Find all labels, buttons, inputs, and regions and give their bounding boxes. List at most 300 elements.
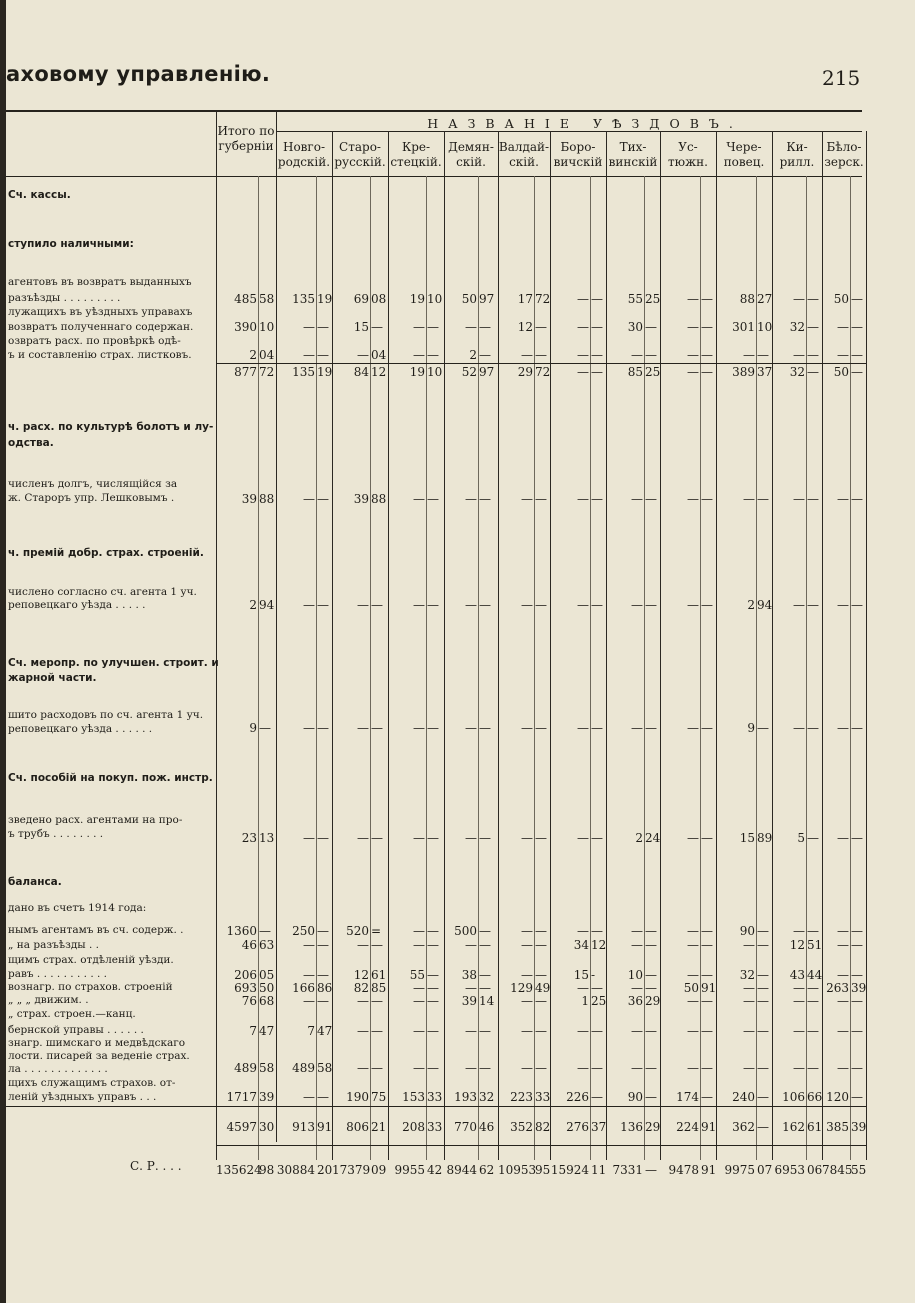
- table-cell-kopecks: 25: [591, 994, 607, 1008]
- table-cell-kopecks: 24: [645, 831, 661, 845]
- table-cell-rubles: 193: [454, 1090, 477, 1104]
- table-cell-kopecks: —: [701, 938, 713, 952]
- header-bottom-rule: [6, 176, 862, 177]
- row-label: бернской управы . . . . . .: [8, 1024, 144, 1036]
- table-cell-kopecks: —: [371, 1061, 383, 1075]
- table-cell-kopecks: —: [807, 831, 819, 845]
- table-cell-rubles: —: [303, 831, 315, 845]
- table-cell-rubles: —: [687, 831, 699, 845]
- table-cell-rubles: 500: [454, 924, 477, 938]
- table-cell-rubles: 276: [566, 1120, 589, 1134]
- table-cell-kopecks: 37: [757, 365, 773, 379]
- row-label: щимъ страх. отдѣленій уѣзди.: [8, 954, 174, 966]
- table-cell-rubles: —: [357, 598, 369, 612]
- table-cell-rubles: 1717: [226, 1090, 257, 1104]
- table-cell-rubles: —: [577, 1061, 589, 1075]
- table-cell-kopecks: —: [851, 968, 863, 982]
- table-cell-kopecks: —: [371, 320, 383, 334]
- table-cell-kopecks: 94: [259, 598, 275, 612]
- table-cell-kopecks: —: [259, 721, 271, 735]
- table-cell-kopecks: —: [591, 320, 603, 334]
- table-cell-rubles: 43: [789, 968, 805, 982]
- table-cell-rubles: 135624: [216, 1163, 262, 1177]
- table-cell-rubles: 19: [409, 292, 425, 306]
- table-cell-kopecks: —: [317, 924, 329, 938]
- table-cell-rubles: —: [631, 721, 643, 735]
- table-cell-kopecks: 88: [259, 492, 275, 506]
- table-cell-rubles: 120: [826, 1090, 849, 1104]
- table-cell-kopecks: —: [807, 924, 819, 938]
- table-cell-rubles: 8944: [446, 1163, 477, 1177]
- table-cell-kopecks: 50: [259, 981, 275, 995]
- table-cell-rubles: 55: [409, 968, 425, 982]
- table-cell-rubles: 32: [789, 320, 805, 334]
- table-cell-kopecks: —: [757, 1061, 769, 1075]
- table-cell-rubles: —: [577, 981, 589, 995]
- table-cell-kopecks: —: [535, 924, 547, 938]
- table-cell-rubles: —: [303, 938, 315, 952]
- table-cell-rubles: —: [793, 721, 805, 735]
- table-cell-rubles: —: [793, 924, 805, 938]
- table-cell-rubles: —: [837, 598, 849, 612]
- table-cell-kopecks: —: [591, 1061, 603, 1075]
- table-cell-rubles: 19: [409, 365, 425, 379]
- table-cell-kopecks: —: [317, 938, 329, 952]
- column-divider: [866, 131, 867, 1160]
- table-cell-kopecks: —: [427, 938, 439, 952]
- table-cell-kopecks: —: [591, 292, 603, 306]
- table-cell-kopecks: —: [591, 721, 603, 735]
- table-cell-rubles: 15924: [550, 1163, 589, 1177]
- row-label: реповецкаго уѣзда . . . . . .: [8, 723, 153, 735]
- table-cell-rubles: —: [687, 994, 699, 1008]
- table-cell-rubles: —: [631, 924, 643, 938]
- table-cell-kopecks: —: [645, 1090, 657, 1104]
- table-cell-rubles: 7845: [822, 1163, 853, 1177]
- table-cell-kopecks: —: [317, 598, 329, 612]
- table-cell-rubles: 10: [627, 968, 643, 982]
- table-cell-rubles: 52: [461, 365, 477, 379]
- table-cell-rubles: —: [837, 320, 849, 334]
- table-cell-kopecks: —: [757, 1090, 769, 1104]
- group-title: НАЗВАНІЕ УѢЗДОВЪ.: [427, 116, 743, 131]
- table-cell-rubles: —: [521, 1061, 533, 1075]
- table-cell-rubles: 10953: [498, 1163, 537, 1177]
- table-cell-kopecks: 86: [317, 981, 333, 995]
- table-cell-rubles: —: [357, 721, 369, 735]
- table-cell-kopecks: —: [535, 1024, 547, 1038]
- table-cell-kopecks: —: [851, 348, 863, 362]
- table-cell-rubles: 206: [234, 968, 257, 982]
- table-cell-kopecks: —: [851, 938, 863, 952]
- table-cell-rubles: —: [521, 968, 533, 982]
- table-cell-rubles: 36: [627, 994, 643, 1008]
- row-label: дано въ счетъ 1914 года:: [8, 902, 147, 914]
- table-cell-rubles: —: [631, 492, 643, 506]
- table-cell-rubles: —: [631, 598, 643, 612]
- table-cell-kopecks: —: [757, 348, 769, 362]
- table-cell-kopecks: 39: [851, 1120, 867, 1134]
- row-label: щихъ служащимъ страхов. от-: [8, 1077, 176, 1089]
- section-heading: Сч. пособій на покуп. пож. инстр.: [8, 772, 213, 784]
- table-cell-kopecks: —: [479, 1061, 491, 1075]
- table-cell-kopecks: 14: [479, 994, 495, 1008]
- table-cell-rubles: —: [357, 994, 369, 1008]
- table-cell-kopecks: —: [645, 981, 657, 995]
- table-cell-kopecks: —: [479, 492, 491, 506]
- table-cell-kopecks: —: [701, 365, 713, 379]
- table-cell-kopecks: 21: [371, 1120, 387, 1134]
- table-cell-rubles: —: [465, 721, 477, 735]
- table-cell-rubles: 2: [635, 831, 643, 845]
- table-cell-kopecks: 95: [535, 1163, 551, 1177]
- table-cell-rubles: 223: [510, 1090, 533, 1104]
- table-cell-rubles: 4597: [226, 1120, 257, 1134]
- table-cell-rubles: —: [577, 365, 589, 379]
- table-cell-kopecks: 51: [807, 938, 823, 952]
- table-cell-rubles: —: [413, 981, 425, 995]
- table-cell-rubles: —: [521, 721, 533, 735]
- table-cell-kopecks: —: [317, 831, 329, 845]
- table-cell-kopecks: —: [427, 598, 439, 612]
- table-cell-rubles: 9: [747, 721, 755, 735]
- table-cell-rubles: —: [837, 721, 849, 735]
- table-cell-kopecks: —: [645, 320, 657, 334]
- table-cell-kopecks: —: [535, 831, 547, 845]
- table-cell-kopecks: —: [701, 1024, 713, 1038]
- subtotal-rule: [216, 1106, 866, 1107]
- table-cell-kopecks: —: [427, 320, 439, 334]
- table-cell-kopecks: —: [317, 968, 329, 982]
- table-cell-kopecks: 49: [535, 981, 551, 995]
- table-cell-kopecks: =: [371, 924, 382, 938]
- table-cell-kopecks: 75: [371, 1090, 387, 1104]
- table-cell-kopecks: —: [317, 1090, 329, 1104]
- table-cell-kopecks: —: [427, 348, 439, 362]
- column-header-krest: Кре-стецкій.: [390, 140, 442, 169]
- table-cell-rubles: 2: [747, 598, 755, 612]
- table-cell-kopecks: —: [591, 598, 603, 612]
- table-cell-rubles: —: [521, 831, 533, 845]
- table-cell-rubles: 389: [732, 365, 755, 379]
- table-cell-kopecks: —: [701, 994, 713, 1008]
- table-cell-kopecks: 09: [371, 1163, 387, 1177]
- table-cell-rubles: —: [465, 1024, 477, 1038]
- table-cell-rubles: 390: [234, 320, 257, 334]
- table-cell-rubles: —: [465, 492, 477, 506]
- table-cell-rubles: —: [837, 1024, 849, 1038]
- table-cell-rubles: —: [413, 938, 425, 952]
- row-label: агентовъ въ возвратъ выданныхъ: [8, 276, 192, 288]
- table-cell-kopecks: -: [591, 968, 596, 982]
- table-cell-rubles: —: [357, 1061, 369, 1075]
- table-cell-rubles: —: [793, 981, 805, 995]
- table-cell-kopecks: —: [479, 981, 491, 995]
- table-cell-rubles: 9478: [668, 1163, 699, 1177]
- table-cell-rubles: —: [687, 348, 699, 362]
- table-cell-rubles: —: [687, 1061, 699, 1075]
- table-cell-rubles: —: [577, 924, 589, 938]
- table-cell-kopecks: —: [701, 598, 713, 612]
- table-cell-kopecks: —: [807, 348, 819, 362]
- table-cell-rubles: —: [465, 831, 477, 845]
- table-cell-kopecks: 39: [259, 1090, 275, 1104]
- table-cell-kopecks: —: [757, 1120, 769, 1134]
- table-cell-rubles: 50: [461, 292, 477, 306]
- table-cell-kopecks: 19: [317, 365, 333, 379]
- section-heading: Сч. меропр. по улучшен. строит. и: [8, 657, 219, 669]
- table-cell-kopecks: —: [701, 968, 713, 982]
- table-cell-kopecks: 58: [259, 292, 275, 306]
- table-cell-kopecks: —: [807, 721, 819, 735]
- table-cell-kopecks: —: [427, 1024, 439, 1038]
- table-cell-kopecks: 97: [479, 292, 495, 306]
- table-cell-rubles: —: [837, 1061, 849, 1075]
- table-cell-rubles: —: [837, 968, 849, 982]
- table-cell-kopecks: —: [427, 994, 439, 1008]
- table-cell-rubles: 224: [676, 1120, 699, 1134]
- table-cell-rubles: —: [687, 938, 699, 952]
- table-cell-rubles: —: [631, 981, 643, 995]
- table-cell-kopecks: 10: [259, 320, 275, 334]
- table-cell-kopecks: —: [701, 492, 713, 506]
- table-cell-rubles: —: [837, 492, 849, 506]
- table-cell-kopecks: —: [371, 721, 383, 735]
- table-cell-rubles: 2: [249, 348, 257, 362]
- table-cell-rubles: 5: [797, 831, 805, 845]
- table-cell-rubles: 301: [732, 320, 755, 334]
- section-heading: Сч. кассы.: [8, 189, 71, 201]
- table-cell-kopecks: —: [479, 938, 491, 952]
- table-cell-kopecks: —: [479, 1024, 491, 1038]
- table-cell-kopecks: —: [479, 924, 491, 938]
- table-cell-kopecks: 10: [427, 292, 443, 306]
- table-cell-kopecks: —: [851, 598, 863, 612]
- table-cell-rubles: 32: [789, 365, 805, 379]
- table-cell-kopecks: 04: [259, 348, 275, 362]
- table-cell-rubles: —: [577, 1024, 589, 1038]
- table-cell-kopecks: 33: [535, 1090, 551, 1104]
- table-cell-rubles: 69: [353, 292, 369, 306]
- table-cell-kopecks: —: [535, 994, 547, 1008]
- table-cell-kopecks: 30: [259, 1120, 275, 1134]
- row-label: равъ . . . . . . . . . . .: [8, 968, 108, 980]
- table-cell-rubles: —: [521, 924, 533, 938]
- table-cell-kopecks: —: [757, 492, 769, 506]
- table-cell-kopecks: —: [807, 492, 819, 506]
- table-cell-kopecks: —: [807, 994, 819, 1008]
- table-cell-rubles: —: [413, 924, 425, 938]
- row-label: ла . . . . . . . . . . . . .: [8, 1063, 108, 1075]
- table-cell-kopecks: —: [535, 598, 547, 612]
- table-cell-rubles: —: [577, 598, 589, 612]
- table-cell-rubles: —: [577, 492, 589, 506]
- table-cell-kopecks: —: [479, 968, 491, 982]
- table-cell-rubles: 7: [307, 1024, 315, 1038]
- table-cell-rubles: —: [413, 492, 425, 506]
- table-cell-rubles: —: [743, 938, 755, 952]
- column-header-belozersk: Бѣло-зерск.: [824, 140, 864, 169]
- table-cell-rubles: —: [303, 348, 315, 362]
- table-cell-kopecks: —: [427, 968, 439, 982]
- table-cell-rubles: 806: [346, 1120, 369, 1134]
- table-cell-kopecks: 91: [701, 1163, 717, 1177]
- table-cell-rubles: 106: [782, 1090, 805, 1104]
- table-cell-rubles: —: [521, 492, 533, 506]
- table-cell-kopecks: 47: [259, 1024, 275, 1038]
- table-cell-kopecks: —: [757, 968, 769, 982]
- column-header-staraya: Старо-русскій.: [334, 140, 386, 169]
- table-cell-kopecks: —: [851, 292, 863, 306]
- table-cell-kopecks: —: [807, 1061, 819, 1075]
- table-cell-kopecks: —: [645, 924, 657, 938]
- table-cell-kopecks: —: [757, 1024, 769, 1038]
- table-cell-rubles: —: [687, 968, 699, 982]
- row-label: реповецкаго уѣзда . . . . .: [8, 599, 146, 611]
- table-cell-rubles: —: [743, 994, 755, 1008]
- table-cell-kopecks: 88: [371, 492, 387, 506]
- row-label: озвратъ расх. по провѣркѣ одѣ-: [8, 335, 181, 347]
- table-cell-kopecks: —: [851, 721, 863, 735]
- table-cell-rubles: —: [413, 721, 425, 735]
- table-cell-rubles: 39: [241, 492, 257, 506]
- table-cell-kopecks: —: [591, 831, 603, 845]
- table-cell-rubles: —: [303, 492, 315, 506]
- table-cell-rubles: 240: [732, 1090, 755, 1104]
- page-binding-edge: [0, 0, 6, 1303]
- table-cell-rubles: 9975: [724, 1163, 755, 1177]
- table-cell-kopecks: 37: [591, 1120, 607, 1134]
- table-cell-rubles: 50: [833, 365, 849, 379]
- table-cell-kopecks: 29: [645, 1120, 661, 1134]
- subtotal-rule: [216, 1145, 866, 1146]
- table-cell-rubles: —: [465, 598, 477, 612]
- table-cell-kopecks: 63: [259, 938, 275, 952]
- table-cell-kopecks: —: [851, 1024, 863, 1038]
- table-cell-kopecks: 13: [259, 831, 275, 845]
- table-cell-kopecks: —: [851, 320, 863, 334]
- table-cell-rubles: —: [465, 320, 477, 334]
- column-header-tikhvin: Тих-винскій: [608, 140, 658, 169]
- table-cell-kopecks: —: [851, 365, 863, 379]
- table-cell-kopecks: 61: [807, 1120, 823, 1134]
- table-cell-kopecks: 33: [427, 1090, 443, 1104]
- row-label: возвратъ полученнаго содержан.: [8, 321, 194, 333]
- table-cell-rubles: —: [743, 348, 755, 362]
- table-cell-rubles: —: [687, 924, 699, 938]
- table-cell-kopecks: —: [591, 365, 603, 379]
- table-cell-rubles: —: [687, 320, 699, 334]
- table-cell-kopecks: 94: [757, 598, 773, 612]
- table-cell-kopecks: —: [479, 598, 491, 612]
- table-cell-rubles: 770: [454, 1120, 477, 1134]
- table-cell-rubles: 15: [739, 831, 755, 845]
- table-cell-kopecks: 06: [807, 1163, 823, 1177]
- table-cell-rubles: 208: [402, 1120, 425, 1134]
- table-cell-kopecks: 44: [807, 968, 823, 982]
- table-cell-rubles: —: [687, 492, 699, 506]
- row-label: нымъ агентамъ въ сч. содерж. .: [8, 924, 184, 936]
- table-cell-rubles: 30884: [276, 1163, 315, 1177]
- table-cell-kopecks: —: [479, 831, 491, 845]
- table-cell-kopecks: 47: [317, 1024, 333, 1038]
- row-label: „ на разъѣзды . .: [8, 939, 99, 951]
- table-cell-kopecks: 19: [317, 292, 333, 306]
- table-cell-kopecks: 91: [701, 1120, 717, 1134]
- table-cell-kopecks: 25: [645, 365, 661, 379]
- table-cell-rubles: —: [687, 292, 699, 306]
- table-cell-rubles: 12: [517, 320, 533, 334]
- section-heading: баланса.: [8, 876, 62, 888]
- table-cell-kopecks: —: [701, 721, 713, 735]
- table-cell-kopecks: 68: [259, 994, 275, 1008]
- table-cell-kopecks: —: [427, 492, 439, 506]
- row-label: ъ трубъ . . . . . . . .: [8, 828, 104, 840]
- table-cell-kopecks: —: [645, 721, 657, 735]
- column-header-borovichi: Боро-вичскій: [553, 140, 603, 169]
- table-cell-kopecks: 97: [479, 365, 495, 379]
- row-label: „ „ „ движим. .: [8, 994, 89, 1006]
- table-cell-rubles: —: [465, 981, 477, 995]
- table-cell-kopecks: —: [535, 492, 547, 506]
- table-cell-kopecks: —: [757, 721, 769, 735]
- table-cell-rubles: 385: [826, 1120, 849, 1134]
- table-cell-kopecks: —: [371, 831, 383, 845]
- table-cell-rubles: —: [793, 1061, 805, 1075]
- table-cell-kopecks: —: [851, 831, 863, 845]
- table-cell-kopecks: 66: [807, 1090, 823, 1104]
- table-cell-kopecks: 33: [427, 1120, 443, 1134]
- table-cell-kopecks: —: [701, 292, 713, 306]
- table-cell-kopecks: —: [479, 348, 491, 362]
- table-cell-kopecks: —: [701, 1061, 713, 1075]
- table-cell-rubles: 489: [234, 1061, 257, 1075]
- table-cell-kopecks: —: [371, 598, 383, 612]
- table-cell-rubles: —: [303, 1090, 315, 1104]
- table-cell-kopecks: —: [371, 1024, 383, 1038]
- table-cell-rubles: 162: [782, 1120, 805, 1134]
- table-cell-kopecks: —: [427, 924, 439, 938]
- table-cell-rubles: 17: [517, 292, 533, 306]
- table-cell-kopecks: —: [317, 994, 329, 1008]
- row-label: ж. Староръ упр. Лешковымъ .: [8, 492, 175, 504]
- table-cell-rubles: 1: [581, 994, 589, 1008]
- table-cell-rubles: —: [577, 320, 589, 334]
- row-label: зведено расх. агентами на про-: [8, 814, 183, 826]
- table-cell-rubles: —: [413, 831, 425, 845]
- table-cell-rubles: —: [357, 831, 369, 845]
- table-cell-rubles: —: [303, 721, 315, 735]
- table-cell-kopecks: —: [645, 598, 657, 612]
- table-cell-kopecks: 55: [851, 1163, 867, 1177]
- table-cell-rubles: 485: [234, 292, 257, 306]
- table-cell-rubles: 32: [739, 968, 755, 982]
- table-cell-rubles: 174: [676, 1090, 699, 1104]
- table-cell-rubles: —: [793, 292, 805, 306]
- table-cell-rubles: —: [413, 994, 425, 1008]
- table-cell-rubles: 23: [241, 831, 257, 845]
- table-cell-rubles: 9: [249, 721, 257, 735]
- table-cell-rubles: —: [521, 598, 533, 612]
- table-cell-rubles: 76: [241, 994, 257, 1008]
- section-heading: ч. расх. по культурѣ болотъ и лу-: [8, 421, 214, 433]
- table-cell-rubles: 913: [292, 1120, 315, 1134]
- table-cell-rubles: 15: [573, 968, 589, 982]
- table-cell-kopecks: 72: [259, 365, 275, 379]
- table-cell-rubles: —: [413, 598, 425, 612]
- table-cell-kopecks: —: [317, 320, 329, 334]
- table-cell-rubles: —: [577, 292, 589, 306]
